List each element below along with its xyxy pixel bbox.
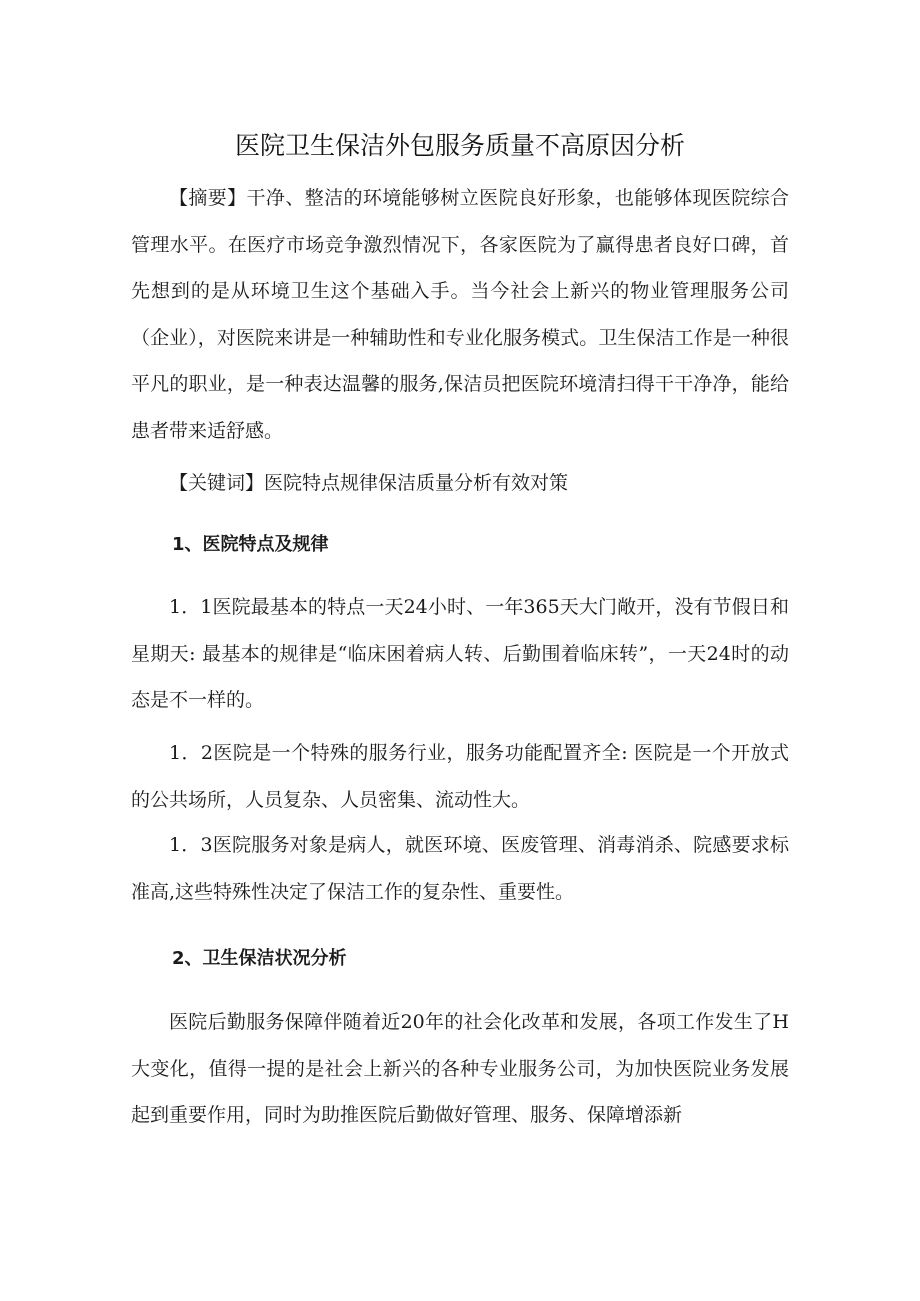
paragraph-1-1: 1．1医院最基本的特点一天24小时、一年365天大门敞开，没有节假日和星期天: 最基本的规律是“临床困着病人转、后勤围着临床转”，一天24时的动态是不一样的。: [131, 596, 789, 711]
paragraph-2-1: 医院后勤服务保障伴随着近20年的社会化改革和发展，各项工作发生了H大变化，值得一提的是社会上新兴的各种专业服务公司，为加快医院业务发展起到重要作用，同时为助推医院后勤做好管理、服务、保障增添新: [131, 1011, 789, 1126]
section-2-heading: 2、卫生保洁状况分析: [172, 948, 347, 969]
section-1-heading: 1、医院特点及规律: [172, 534, 329, 555]
paragraph-1-3: 1．3医院服务对象是病人，就医环境、医废管理、消毒消杀、院感要求标准高,这些特殊性决定了保洁工作的复杂性、重要性。: [131, 834, 789, 903]
document-title: 医院卫生保洁外包服务质量不高原因分析: [234, 131, 685, 160]
keywords-paragraph: 【关键词】医院特点规律保洁质量分析有效对策: [169, 472, 569, 494]
paragraph-1-2: 1．2医院是一个特殊的服务行业，服务功能配置齐全: 医院是一个开放式的公共场所，人员复杂、人员密集、流动性大。: [131, 742, 789, 811]
abstract-paragraph: 【摘要】干净、整洁的环境能够树立医院良好形象，也能够体现医院综合管理水平。在医疗市场竞争激烈情况下，各家医院为了赢得患者良好口碑，首先想到的是从环境卫生这个基础入手。当今社会上新兴的物业管理服务公司（企业），对医院来讲是一种辅助性和专业化服务模式。卫生保洁工作是一种很平凡的职业，是一种表达温馨的服务,保洁员把医院环境清扫得干干净净，能给患者带来适舒感。: [131, 187, 789, 442]
